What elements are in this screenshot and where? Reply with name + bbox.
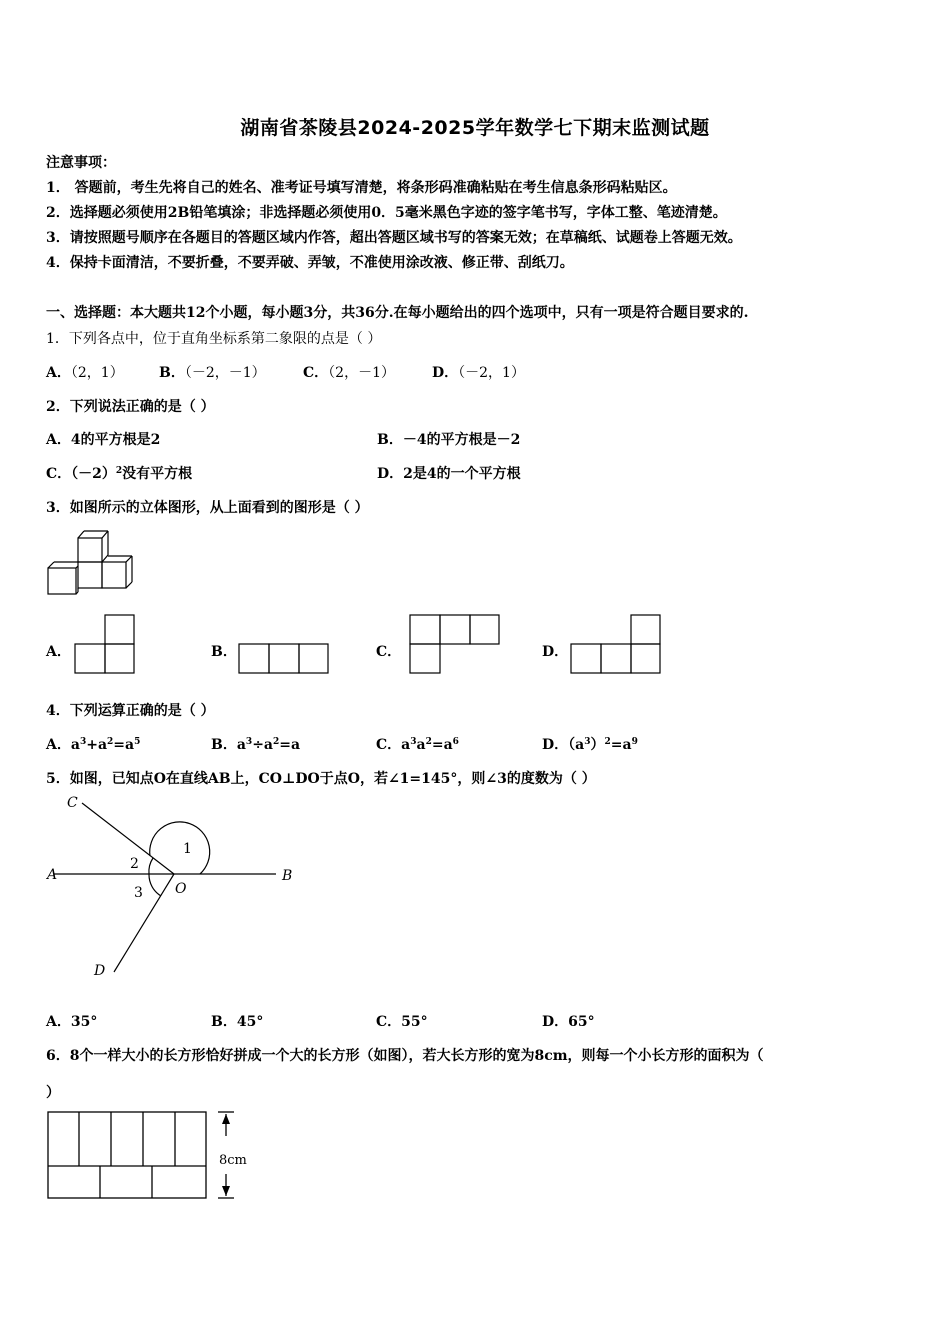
q1-option-a-text: （2，1） xyxy=(70,365,124,381)
q6-stem-line1: 6．8个一样大小的长方形恰好拼成一个大的长方形（如图），若大长方形的宽为8cm，则每一个小长方形的面积为（ xyxy=(46,1048,764,1064)
q5-d-text: 65° xyxy=(568,1014,595,1030)
q5-c-text: 55° xyxy=(401,1014,428,1030)
q4-c-label: C． xyxy=(376,737,402,753)
arc-angle-3 xyxy=(149,874,161,896)
q2-option-a xyxy=(46,429,160,449)
q4-b-p3: 2 xyxy=(273,737,280,747)
label-o: O xyxy=(175,881,187,897)
q2-option-c xyxy=(46,463,192,483)
q3-stem: 3．如图所示的立体图形，从上面看到的图形是（ ） xyxy=(46,500,369,516)
q4-a-p1: 3 xyxy=(79,737,87,747)
q2-option-b-label: B． xyxy=(377,432,403,448)
q4-option-c xyxy=(376,734,459,754)
ray-oc xyxy=(82,803,174,874)
q2-option-a-text: 4的平方根是2 xyxy=(70,432,161,448)
q4-a-p2: +a xyxy=(86,737,108,753)
q4-d-p0: （a xyxy=(568,737,585,753)
q6-rectangle-figure xyxy=(46,1110,256,1202)
q4-c-p0: a xyxy=(401,737,411,753)
q1-option-d-label: D． xyxy=(432,365,459,381)
q3-option-b-label: B． xyxy=(211,644,237,660)
q1-option-a xyxy=(46,362,124,382)
q1-stem: 1．下列各点中，位于直角坐标系第二象限的点是（ ） xyxy=(46,331,382,347)
note-item-2: 2．选择题必须使用2B铅笔填涂；非选择题必须使用0．5毫米黑色字迹的签字笔书写，字体工整、笔迹清楚。 xyxy=(46,205,727,221)
label-a: A xyxy=(47,867,58,883)
note-item-1: 1． 答题前，考生先将自己的姓名、准考证号填写清楚，将条形码准确粘贴在考生信息条形码粘贴区。 xyxy=(46,180,677,196)
q4-a-p4: =a xyxy=(113,737,135,753)
q4-option-d xyxy=(542,734,638,754)
q4-b-label: B． xyxy=(211,737,237,753)
arc-angle-1 xyxy=(150,822,210,874)
label-angle-3: 3 xyxy=(134,885,143,901)
q3-option-b-figure xyxy=(238,643,330,674)
q4-d-p1: 3 xyxy=(584,737,591,747)
q3-option-c-label: C． xyxy=(376,644,402,660)
q5-b-text: 45° xyxy=(236,1014,264,1030)
q5-option-c xyxy=(376,1011,428,1031)
q2-option-d xyxy=(377,463,521,483)
arc-angle-2 xyxy=(149,858,153,874)
q4-option-b xyxy=(211,734,300,754)
q4-d-p5: 9 xyxy=(631,737,638,747)
label-d: D xyxy=(94,963,106,979)
q5-option-d xyxy=(542,1011,595,1031)
label-c: C xyxy=(67,795,78,811)
q3-solid-figure xyxy=(46,528,138,598)
q2-option-c-pre: （－2） xyxy=(71,466,116,482)
q5-a-label: A． xyxy=(46,1014,71,1030)
q2-option-d-text: 2是4的一个平方根 xyxy=(403,466,521,482)
q4-stem: 4．下列运算正确的是（ ） xyxy=(46,703,215,719)
q4-c-p3: 2 xyxy=(425,737,432,747)
q2-option-c-post: 没有平方根 xyxy=(122,466,193,482)
ray-od xyxy=(114,874,174,972)
q5-stem: 5．如图，已知点O在直线AB上，CO⊥DO于点O，若∠1=145°，则∠3的度数为（ ） xyxy=(46,771,596,787)
q4-c-p1: 3 xyxy=(410,737,417,747)
label-b: B xyxy=(282,868,293,884)
q1-option-c-label: C． xyxy=(303,365,329,381)
q1-option-b xyxy=(159,362,266,382)
q4-a-p3: 2 xyxy=(107,737,114,747)
q2-option-c-sup: 2 xyxy=(115,466,123,476)
q5-option-b xyxy=(211,1011,263,1031)
q4-b-p4: =a xyxy=(279,737,301,753)
q3-option-a-figure xyxy=(74,614,136,674)
label-angle-2: 2 xyxy=(130,856,139,872)
notes-heading: 注意事项： xyxy=(46,155,116,171)
q1-option-b-text: （－2，－1） xyxy=(184,365,266,381)
q2-option-a-label: A． xyxy=(46,432,71,448)
q4-c-p2: a xyxy=(416,737,426,753)
q2-option-c-label: C． xyxy=(46,466,72,482)
label-angle-1: 1 xyxy=(183,841,192,857)
q1-option-d xyxy=(432,362,525,382)
q5-angle-figure xyxy=(40,790,310,990)
q5-a-text: 35° xyxy=(70,1014,98,1030)
q1-option-c xyxy=(303,362,395,382)
q4-d-p3: 2 xyxy=(604,737,611,747)
q4-c-p4: =a xyxy=(431,737,453,753)
q4-a-p0: a xyxy=(70,737,80,753)
q2-stem: 2．下列说法正确的是（ ） xyxy=(46,399,215,415)
q5-option-a xyxy=(46,1011,97,1031)
q3-option-c-figure xyxy=(409,614,501,674)
q4-option-a xyxy=(46,734,140,754)
page-title: 湖南省茶陵县2024-2025学年数学七下期末监测试题 xyxy=(240,117,710,139)
q4-d-p2: ） xyxy=(590,737,605,753)
note-item-3: 3．请按照题号顺序在各题目的答题区域内作答，超出答题区域书写的答案无效；在草稿纸、试题卷上答题无效。 xyxy=(46,230,742,246)
dimension-label: 8cm xyxy=(219,1153,247,1168)
q3-option-d-label: D． xyxy=(542,644,569,660)
note-item-4: 4．保持卡面清洁，不要折叠，不要弄破、弄皱，不准使用涂改液、修正带、刮纸刀。 xyxy=(46,255,574,271)
q3-option-a-label: A． xyxy=(46,644,71,660)
q4-b-p2: ÷a xyxy=(252,737,273,753)
q4-a-label: A． xyxy=(46,737,71,753)
q5-d-label: D． xyxy=(542,1014,569,1030)
q5-c-label: C． xyxy=(376,1014,402,1030)
q5-b-label: B． xyxy=(211,1014,237,1030)
section-heading: 一、选择题：本大题共12个小题，每小题3分，共36分.在每小题给出的四个选项中，只有一项是符合题目要求的. xyxy=(46,305,749,321)
q6-stem-line2: ） xyxy=(46,1085,60,1101)
q1-option-a-label: A． xyxy=(46,365,71,381)
q1-option-d-text: （－2，1） xyxy=(458,365,525,381)
q1-option-c-text: （2，－1） xyxy=(328,365,395,381)
q2-option-b-text: －4的平方根是－2 xyxy=(402,432,521,448)
q4-d-label: D． xyxy=(542,737,569,753)
q4-b-p0: a xyxy=(236,737,246,753)
q2-option-b xyxy=(377,429,520,449)
q3-option-d-figure xyxy=(570,614,662,674)
q2-option-d-label: D． xyxy=(377,466,404,482)
q4-c-p5: 6 xyxy=(452,737,459,747)
q4-a-p5: 5 xyxy=(134,737,141,747)
q1-option-b-label: B． xyxy=(159,365,185,381)
q4-b-p1: 3 xyxy=(245,737,253,747)
q4-d-p4: =a xyxy=(610,737,632,753)
